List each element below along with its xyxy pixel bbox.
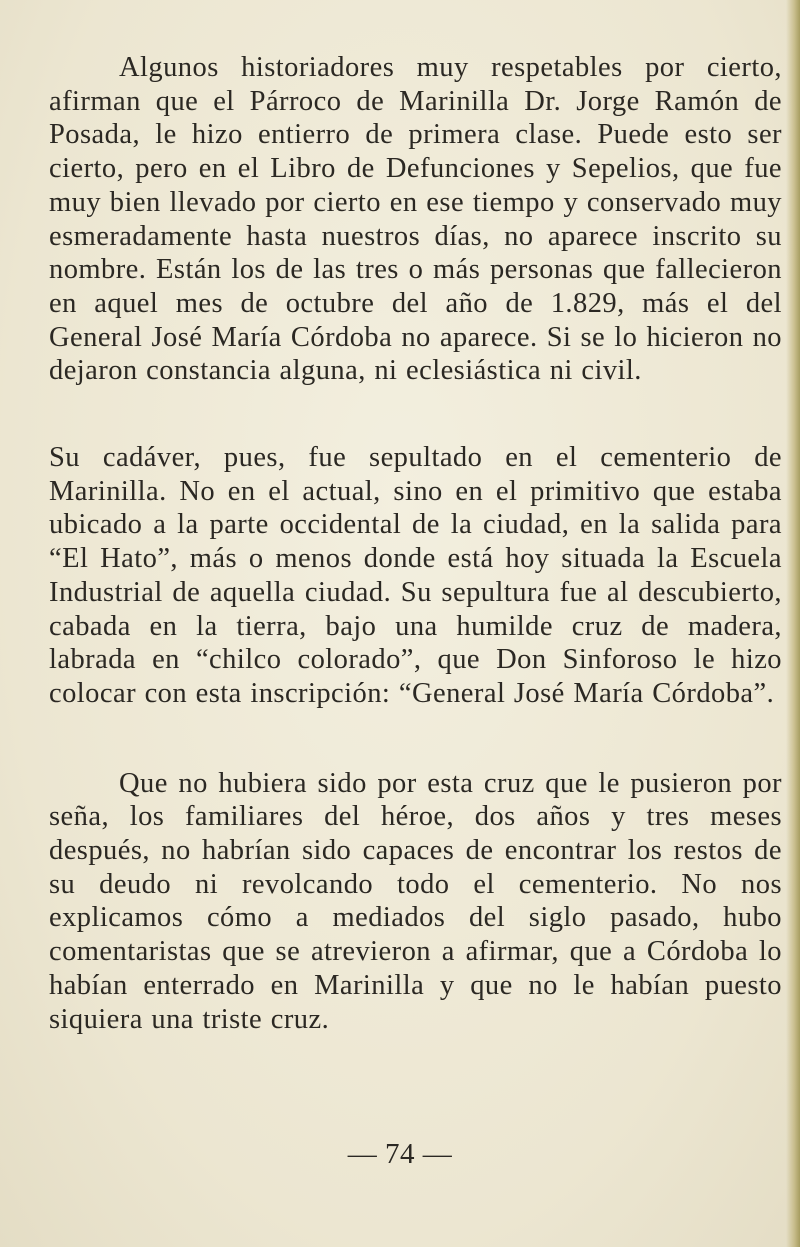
- paragraph-cadaver: Su cadáver, pues, fue sepultado en el cementerio de Marinilla. No en el actual, sino en el primitivo que estaba ubicado a la parte occidental de la ciudad, en la salida para “El Hato”, más o menos donde está hoy situada la Escuela Industrial de aquella ciudad. Su sepultura fue al descubierto, cabada en la tierra, bajo una humilde cruz de madera, labrada en “chilco colorado”, que Don Sinforoso le hizo colocar con esta inscripción: “General José María Córdoba”.: [49, 442, 782, 709]
- paragraph-historiadores: Algunos historiadores muy respetables por cierto, afirman que el Párroco de Marinilla Dr. Jorge Ramón de Posada, le hizo entierro de primera clase. Puede esto ser cierto, pero en el Libro de Defunciones y Sepelios, que fue muy bien llevado por cierto en ese tiempo y conservado muy esmeradamente hasta nuestros días, no aparece inscrito su nombre. Están los de las tres o más personas que fallecieron en aquel mes de octubre del año de 1.829, más el del General José María Córdoba no aparece. Si se lo hicieron no dejaron constancia alguna, ni eclesiástica ni civil.: [49, 52, 782, 387]
- page-edge-shading: [786, 0, 800, 1247]
- paragraph-cruz: Que no hubiera sido por esta cruz que le pusieron por seña, los familiares del héroe, dos años y tres meses después, no habrían sido capaces de encontrar los restos de su deudo ni revolcando todo el cementerio. No nos explicamos cómo a mediados del siglo pasado, hubo comentaristas que se atrevieron a afirmar, que a Córdoba lo habían enterrado en Marinilla y que no le habían puesto siquiera una triste cruz.: [49, 767, 782, 1035]
- page-number: — 74 —: [347, 1138, 453, 1170]
- body-text: [49, 51, 782, 1036]
